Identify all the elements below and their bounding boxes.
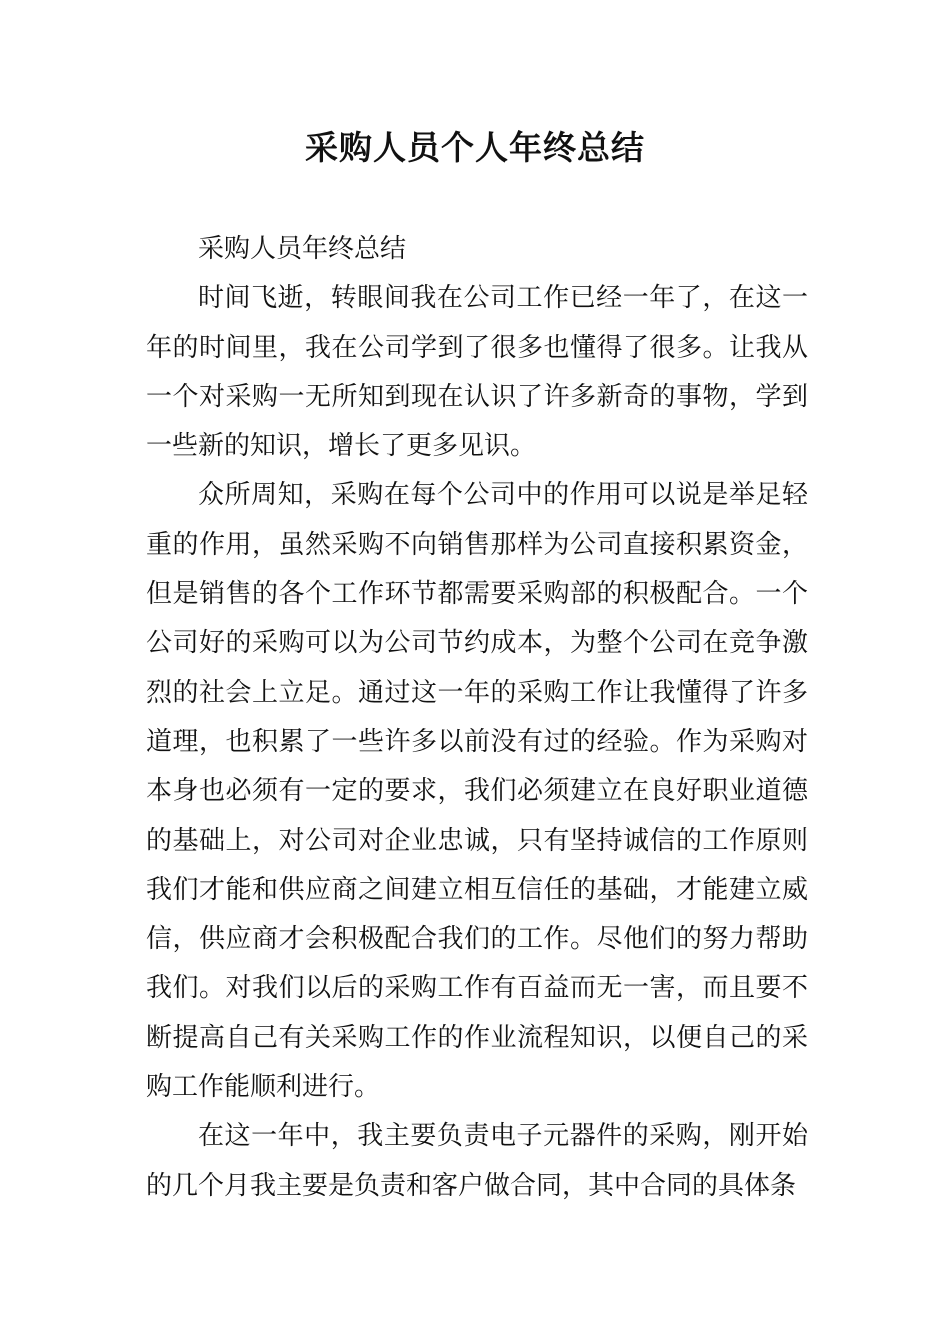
document-body [146,225,808,1211]
body-paragraph-2: 众所周知，采购在每个公司中的作用可以说是举足轻重的作用，虽然采购不向销售那样为公司直接积累资金，但是销售的各个工作环节都需要采购部的积极配合。一个公司好的采购可以为公司节约成本，为整个公司在竞争激烈的社会上立足。通过这一年的采购工作让我懂得了许多道理，也积累了一些许多以前没有过的经验。作为采购对本身也必须有一定的要求，我们必须建立在良好职业道德的基础上，对公司对企业忠诚，只有坚持诚信的工作原则我们才能和供应商之间建立相互信任的基础，才能建立威信，供应商才会积极配合我们的工作。尽他们的努力帮助我们。对我们以后的采购工作有百益而无一害，而且要不断提高自己有关采购工作的作业流程知识，以便自己的采购工作能顺利进行。 [146,480,808,1103]
subtitle-paragraph: 采购人员年终总结 [198,234,407,264]
body-paragraph-3: 在这一年中，我主要负责电子元器件的采购，刚开始的几个月我主要是负责和客户做合同，其中合同的具体条 [146,1121,808,1201]
document-title: 采购人员个人年终总结 [305,128,645,167]
body-paragraph-1: 时间飞逝，转眼间我在公司工作已经一年了，在这一年的时间里，我在公司学到了很多也懂得了很多。让我从一个对采购一无所知到现在认识了许多新奇的事物，学到一些新的知识，增长了更多见识。 [146,283,808,462]
